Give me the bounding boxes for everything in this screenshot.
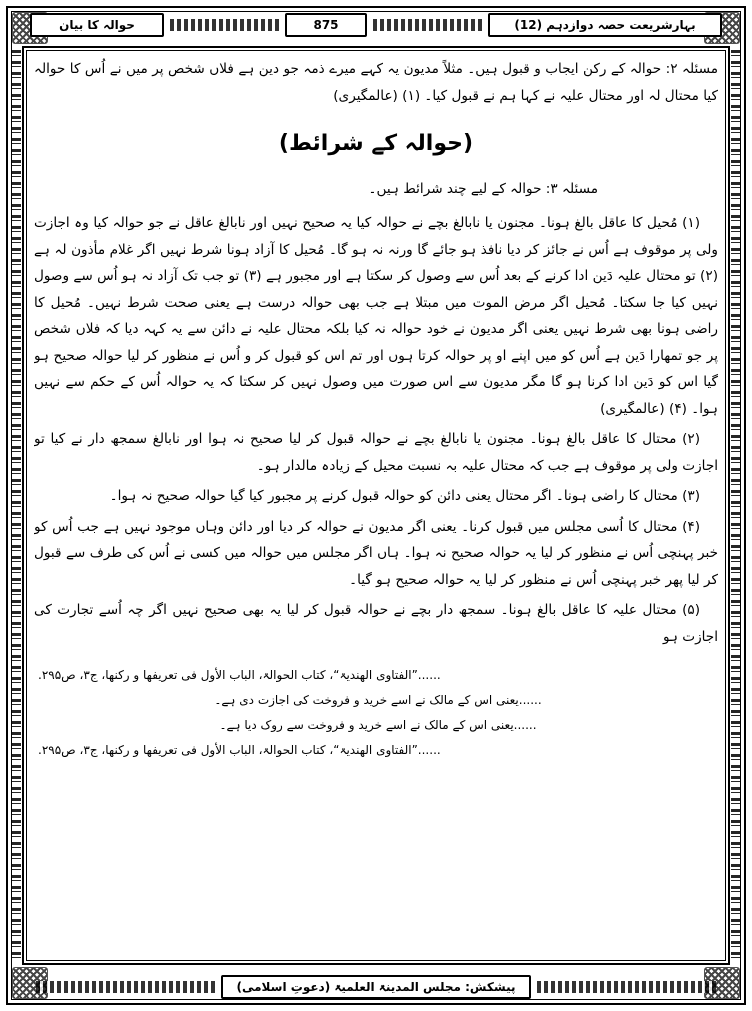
page-number: 875 xyxy=(285,13,367,37)
paragraph-masala-3: مسئلہ ۳: حوالہ کے لیے چند شرائط ہیں۔ xyxy=(368,180,598,197)
paragraph-condition-1: (۱) مُحیل کا عاقل بالغ ہونا۔ مجنون یا نابالغ بچے نے حوالہ کیا یہ صحیح نہیں اور نابالغ عاقل نے جو حوالہ کیا وہ اجازت ولی پر موقوف ہے اُس نے جائز کر دیا نافذ ہو جائے گا ورنہ نہ ہو گا۔ مُحیل کا آزاد ہونا شرط نہیں اگر غلام مأذون لہ ہے (۲) تو محتال علیہ دَین ادا کرنے کے بعد اُس سے وصول کر سکتا ہے اور مجبور ہے (۳) تو جب تک آزاد نہ ہو اُس سے وصول نہیں کیا جا سکتا۔ مُحیل اگر مرض الموت میں مبتلا ہے جب بھی حوالہ درست ہے یعنی صحت شرط نہیں۔ مُحیل کا راضی ہونا بھی شرط نہیں یعنی اگر مدیون نے خود حوالہ نہ کیا بلکہ محتال علیہ نے دائن سے یہ کہہ دیا کہ فلاں شخص پر جو تمھارا دَین ہے اُس کو میں اپنے او پر حوالہ کرتا ہوں اور تم اس کو قبول کر و اُس نے منظور کر لیا حوالہ صحیح ہو گیا اس کو دَین ادا کرنا ہو گا مگر مدیون سے اس صورت میں وصول نہیں کر سکتا کہ یہ حوالہ اُس کے حکم سے نہیں ہوا۔ (۴) (عالمگیری) xyxy=(34,215,718,417)
footnote-1: ......”الفتاوی الھندیۃ“، کتاب الحوالۃ، الباب الأول فی تعریفھا و رکنھا، ج۳، ص۲۹۵. xyxy=(38,668,441,683)
page-header xyxy=(22,10,730,40)
page-content xyxy=(34,56,718,955)
header-rule-right xyxy=(373,19,482,31)
footer-rule-right xyxy=(537,981,716,993)
paragraph-condition-5: (۵) محتال علیہ کا عاقل بالغ ہونا۔ سمجھ دار بچے نے حوالہ قبول کر لیا یہ بھی صحیح نہیں اگر چہ اُسے تجارت کی اجازت ہو xyxy=(34,602,718,645)
footnote-3: ......یعنی اس کے مالک نے اسے خرید و فروخت سے روک دیا ہے۔ xyxy=(219,717,537,732)
page-footer xyxy=(22,973,730,1001)
header-book-title: بہارشریعت حصہ دوازدہم (12) xyxy=(488,13,722,37)
header-rule-left xyxy=(170,19,279,31)
header-chapter-title: حوالہ کا بیان xyxy=(30,13,164,37)
ornamental-band-left xyxy=(12,50,21,961)
footer-rule-left xyxy=(36,981,215,993)
section-heading-conditions-of-hawala: (حوالہ کے شرائط) xyxy=(278,131,474,156)
footnote-2: ......یعنی اس کے مالک نے اسے خرید و فروخت کی اجازت دی ہے۔ xyxy=(214,693,542,708)
paragraph-condition-2: (۲) محتال کا عاقل بالغ ہونا۔ مجنون یا نابالغ بچے نے حوالہ قبول کر لیا صحیح نہ ہوا اور نابالغ سمجھ دار نے کیا تو اجازت ولی پر موقوف ہے جب کہ محتال علیہ بہ نسبت محیل کے زیادہ مالدار ہو۔ xyxy=(34,431,718,474)
paragraph-condition-3: (۳) محتال کا راضی ہونا۔ اگر محتال یعنی دائن کو حوالہ قبول کرنے پر مجبور کیا گیا حوالہ صحیح نہ ہوا۔ xyxy=(109,488,700,505)
ornamental-band-right xyxy=(731,50,740,961)
paragraph-masala-2: مسئلہ ۲: حوالہ کے رکن ایجاب و قبول ہیں۔ مثلاً مدیون یہ کہے میرے ذمہ جو دین ہے فلاں شخص پر میں نے اُس کا حوالہ کیا محتال لہ اور محتال علیہ نے کہا ہم نے قبول کیا۔ (۱) (عالمگیری) xyxy=(34,61,718,104)
footer-publisher: پیشکش: مجلس المدینۃ العلمیۃ (دعوتِ اسلامی) xyxy=(221,975,532,999)
footnotes-block xyxy=(34,664,718,761)
footnote-4: ......”الفتاوی الھندیۃ“، کتاب الحوالۃ، الباب الأول فی تعریفھا و رکنھا، ج۳، ص۲۹۵. xyxy=(38,742,441,757)
paragraph-condition-4: (۴) محتال کا اُسی مجلس میں قبول کرنا۔ یعنی اگر مدیون نے حوالہ کر دیا اور دائن وہاں موجود نہیں ہے جب اُس کو خبر پہنچی اُس نے منظور کر لیا یہ حوالہ صحیح نہ ہوا۔ ہاں اگر مجلس میں حوالہ میں کسی نے اُس کی طرف سے قبول کر لیا پھر خبر پہنچی اُس نے منظور کر لیا یہ حوالہ صحیح ہو گیا۔ xyxy=(34,518,718,588)
